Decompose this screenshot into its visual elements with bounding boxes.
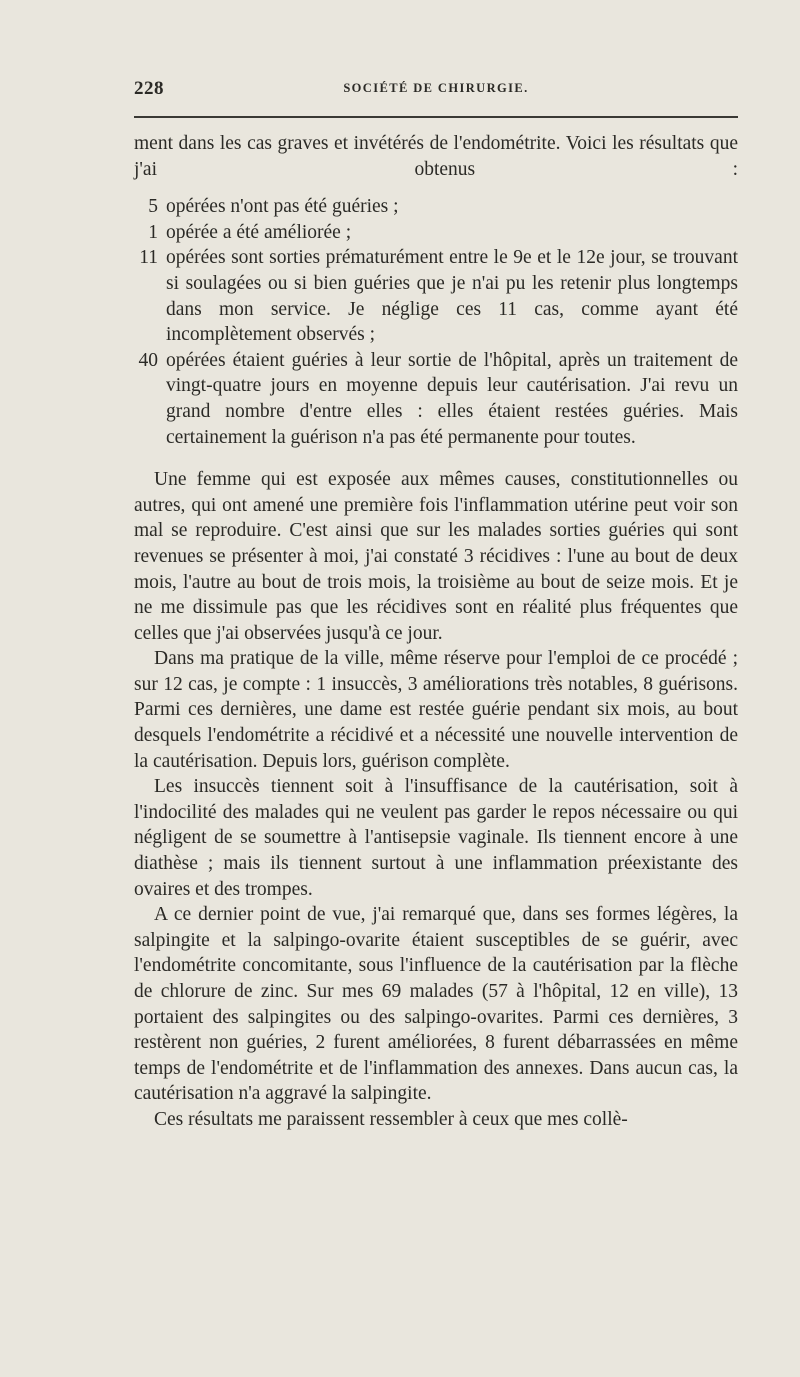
result-text: opérées n'ont pas été guéries ; bbox=[166, 196, 399, 218]
paragraph: Dans ma pratique de la ville, même réserve pour l'emploi de ce procédé ; sur 12 cas, je compte : 1 insuccès, 3 améliorations très notables, 8 guérisons. Parmi ces dernières, une dame est restée guérie pendant six mois, au bout desquels l'endométrite a récidivé et a nécessité une nouvelle intervention de la cautérisation. Depuis lors, guérison complète. bbox=[134, 648, 738, 772]
result-item bbox=[134, 245, 738, 347]
page-number: 228 bbox=[134, 78, 164, 99]
paragraph: A ce dernier point de vue, j'ai remarqué que, dans ses formes légères, la salpingite et la salpingo-ovarite étaient susceptibles de se guérir, avec l'endométrite concomitante, sous l'influence de la cautérisation par la flèche de chlorure de zinc. Sur mes 69 malades (57 à l'hôpital, 12 en ville), 13 portaient des salpingites ou des salpingo-ovarites. Parmi ces dernières, 3 restèrent non guéries, 2 furent améliorées, 8 furent débarrassées en même temps de l'endométrite et de l'inflammation des annexes. Dans aucun cas, la cautérisation n'a aggravé la salpingite. bbox=[134, 904, 738, 1105]
result-text: opérée a été améliorée ; bbox=[166, 221, 352, 243]
result-count: 40 bbox=[138, 349, 158, 371]
running-title: SOCIÉTÉ DE CHIRURGIE. bbox=[343, 81, 529, 95]
result-item bbox=[134, 220, 738, 246]
result-text: opérées sont sorties prématurément entre le 9e et le 12e jour, se trouvant si soulagées ou si bien guéries que je n'ai pu les retenir plus longtemps dans mon service. Je néglige ces 11 cas, comme ayant été incomplètement observés ; bbox=[166, 247, 738, 346]
result-count: 5 bbox=[148, 196, 158, 218]
result-count: 11 bbox=[139, 247, 158, 269]
paragraph: Une femme qui est exposée aux mêmes causes, constitutionnelles ou autres, qui ont amené une première fois l'inflammation utérine peut voir son mal se reproduire. C'est ainsi que sur les malades sorties guéries qui sont revenues se présenter à moi, j'ai constaté 3 récidives : l'une au bout de deux mois, l'autre au bout de trois mois, la troisième au bout de seize mois. Et je ne me dissimule pas que les récidives sont en réalité plus fréquentes que celles que j'ai observées jusqu'à ce jour. bbox=[134, 469, 738, 644]
result-item bbox=[134, 348, 738, 450]
paragraph: Les insuccès tiennent soit à l'insuffisance de la cautérisation, soit à l'indocilité des malades qui ne veulent pas garder le repos nécessaire ou qui négligent de se soumettre à l'antisepsie vaginale. Ils tiennent encore à une diathèse ; mais ils tiennent surtout à une inflammation préexistante des ovaires et des trompes. bbox=[134, 776, 738, 900]
header-rule bbox=[134, 116, 738, 118]
body-text bbox=[134, 131, 738, 1133]
results-list bbox=[134, 194, 738, 450]
result-count: 1 bbox=[148, 221, 158, 243]
paragraph: Ces résultats me paraissent ressembler à ceux que mes collè- bbox=[154, 1108, 628, 1130]
page-header bbox=[134, 78, 738, 102]
result-item bbox=[134, 194, 738, 220]
result-text: opérées étaient guéries à leur sortie de l'hôpital, après un traitement de vingt-quatre jours en moyenne depuis leur cautérisation. J'ai revu un grand nombre d'entre elles : elles étaient restées guéries. Mais certainement la guérison n'a pas été permanente pour toutes. bbox=[166, 349, 738, 448]
intro-paragraph: ment dans les cas graves et invétérés de l'endométrite. Voici les résultats que j'ai obtenus : bbox=[134, 133, 738, 180]
